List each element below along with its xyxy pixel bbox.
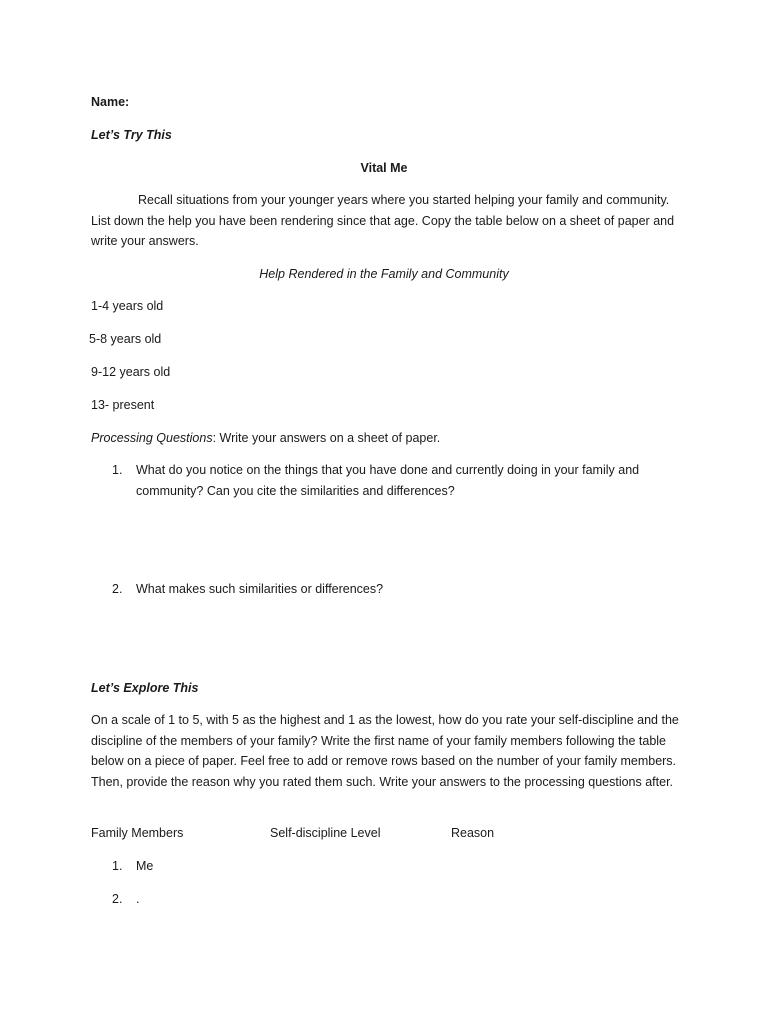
list-item [112,579,672,600]
section-title-lets-try-this: Let’s Try This [91,128,172,142]
row-number: 2. [112,892,123,906]
question-number: 1. [112,463,123,477]
age-row-3: 9-12 years old [91,365,171,379]
row-number: 1. [112,859,123,873]
age-row-1: 1-4 years old [91,299,164,313]
column-header-self-discipline-level: Self-discipline Level [270,826,381,840]
question-number: 2. [112,582,123,596]
section-title-lets-explore-this: Let’s Explore This [91,681,199,695]
age-row-4: 13- present [91,398,155,412]
question-text: What makes such similarities or differences? [136,582,384,596]
explore-instructions-paragraph: On a scale of 1 to 5, with 5 as the highest and 1 as the lowest, how do you rate your self-discipline and the discipline of the members of your family? Write the first name of your family members following the table below on a piece of paper. Feel free to add or remove rows based on the number of your family members. Then, provide the reason why you rated them such. Write your answers to the processing questions after. [91,713,679,789]
column-header-reason: Reason [451,826,495,840]
table-title: Help Rendered in the Family and Community [259,267,509,281]
processing-questions-text: : Write your answers on a sheet of paper. [212,431,441,445]
age-row-2: 5-8 years old [89,332,162,346]
activity-title: Vital Me [360,161,408,175]
table-row [112,856,672,877]
list-item [112,460,672,502]
row-member-name: . [136,892,140,906]
question-text: What do you notice on the things that you have done and currently doing in your family and community? Can you cite the similarities and differences? [136,463,640,498]
table-row [112,889,672,910]
column-header-family-members: Family Members [91,826,184,840]
row-member-name: Me [136,859,154,873]
processing-questions-label: Processing Questions [91,431,213,445]
name-label: Name: [91,95,130,109]
processing-questions-line [91,430,440,446]
instructions-paragraph: Recall situations from your younger years where you started helping your family and community. List down the help you have been rendering since that age. Copy the table below on a sheet of paper and write your answers. [91,193,675,248]
